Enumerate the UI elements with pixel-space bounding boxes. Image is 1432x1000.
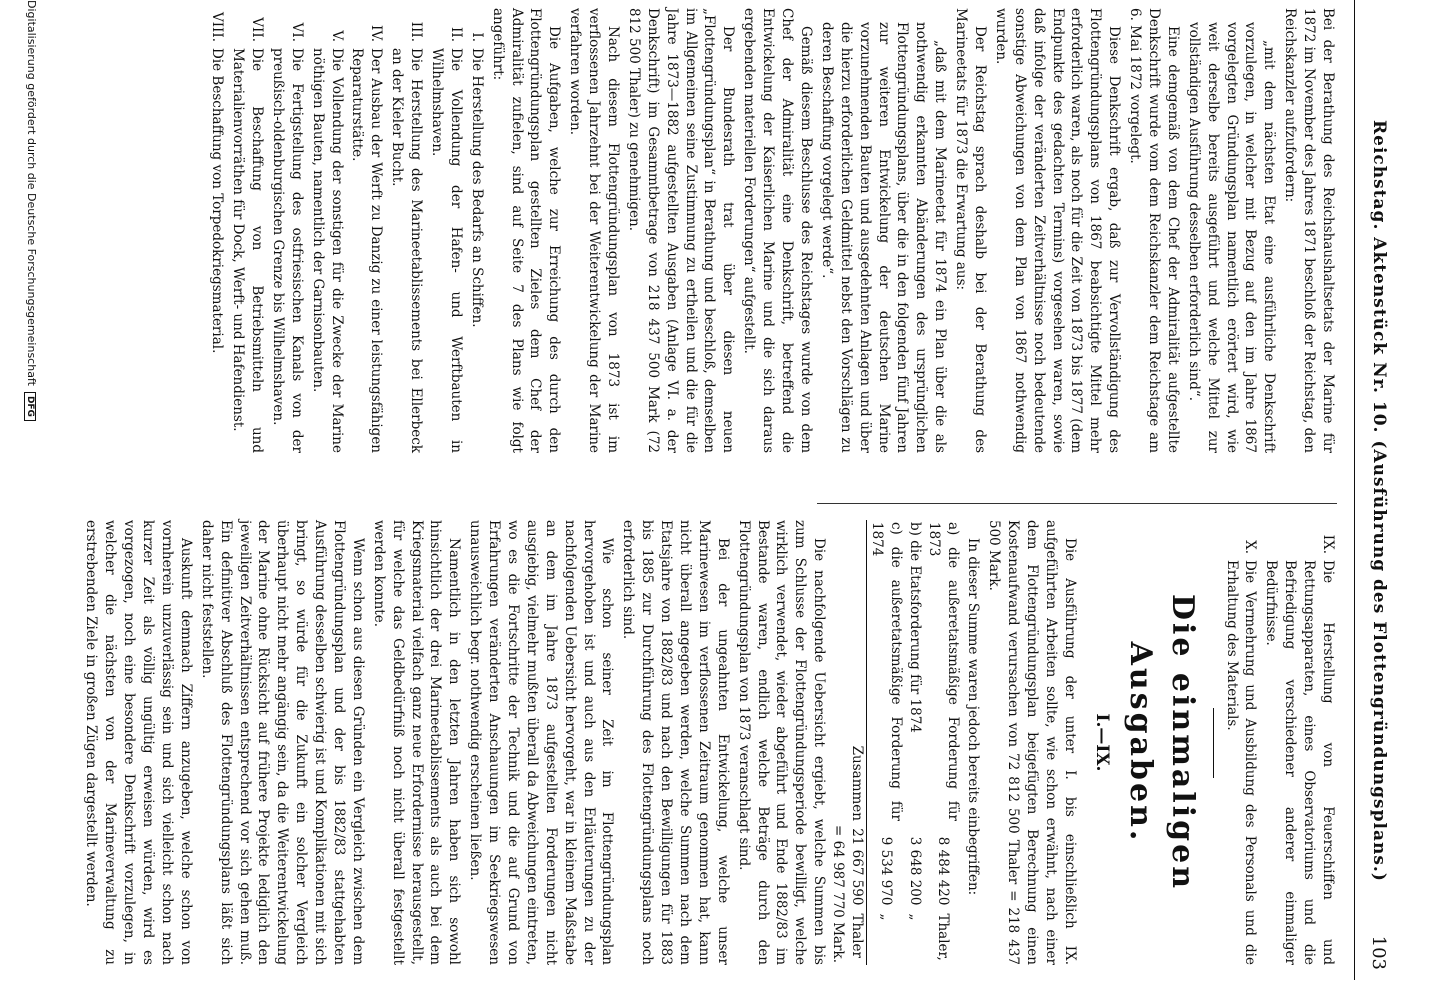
list-item-text: Die Vollendung der Hafen- und Werftbauten in Wilhelmshaven. xyxy=(429,48,464,453)
list-item-number: IV. xyxy=(368,24,385,42)
page-number: 103 xyxy=(1368,935,1389,970)
sum-unit: „ xyxy=(906,913,923,921)
list-item-number: X. xyxy=(1242,540,1259,554)
list-item-text: Die Fertigstellung des ostfriesischen Kanals von der preußisch-oldenburgischen Grenze bis Wilhelmshaven. xyxy=(269,48,305,453)
list-item-number: I. xyxy=(468,32,485,42)
list-item-text: Die Beschaffung von Torpedokriegsmaterial. xyxy=(209,48,226,354)
list-item xyxy=(268,8,306,453)
list-item-text: Die Vollendung der sonstigen für die Zwecke der Marine nöthigen Bauten, namentlich der Garnisonbauten. xyxy=(309,48,345,453)
list-item-text: Der Ausbau der Werft zu Danzig zu einer leistungsfähigen Reparaturstätte. xyxy=(349,48,385,453)
paragraph: Nach diesem Flottengründungsplan von 1873 ist im verflossenen Jahrzehnt bei der Weiterentwickelung der Marine verfahren worden. xyxy=(567,8,622,453)
sum-unit: Thaler, xyxy=(935,913,952,961)
total-label: Zusammen xyxy=(847,520,866,823)
quotation: „daß mit dem Marineetat für 1874 ein Plan über die als nothwendig erkannten Abänderungen des ursprünglichen Flottengründungsplans, über die in den folgenden fünf Jahren zur weiteren Entwickelung der deutschen Marine vorzunehmenden Bauten und ausgedehnten Anlagen und über die hierzu erforderlichen Geldmittel nebst den Vorschlägen zu deren Beschaffung vorgelegt werde“. xyxy=(818,22,949,453)
list-item-text: Die Beschaffung von Betriebsmitteln und Materialienvorräthen für Dock, Werft- und Hafendienst. xyxy=(230,48,266,453)
table-row xyxy=(867,520,905,965)
right-column xyxy=(80,520,1337,965)
quotation: „mit dem nächsten Etat eine ausführliche Denkschrift vorzulegen, in welcher mit Bezug auf den im Jahre 1867 vorgelegten Gründungsplan namentlich erörtert wird, wie weit derselbe bereits ausgeführt und welche Mittel zur vollständigen Ausführung desselben erforderlich sind“. xyxy=(1185,22,1278,453)
section-subheading: I.—IX. xyxy=(1091,713,1112,772)
list-item xyxy=(308,8,346,453)
list-item-number: VII. xyxy=(249,17,266,42)
paragraph: Der Reichstag sprach deshalb bei der Berathung des Marineetats für 1873 die Erwartung aus: xyxy=(953,8,988,453)
digitization-credit xyxy=(24,0,38,421)
sum-table xyxy=(828,520,961,965)
sum-label: c) die außeretatsmäßige Forderung für 1874 xyxy=(868,522,904,821)
list-item xyxy=(207,8,226,453)
list-item xyxy=(348,8,386,453)
list-item-text: Die Herstellung des Bedarfs an Schiffen. xyxy=(468,48,485,328)
paragraph: Namentlich in den letzten Jahren haben sich sowohl hinsichtlich der drei Marineetablissements als auch bei dem Kriegsmaterial vielfach ganz neue Erfordernisse herausgestellt, für welche das Geldbedürfniß noch nicht überall festgestellt werden konnte. xyxy=(370,520,463,965)
paragraph: Bei der Berathung des Reichshaushaltsetats der Marine für 1872 im November des Jahres 1871 beschloß der Reichstag, den Reichskanzler aufzufordern: xyxy=(1282,8,1336,453)
list-item-text: Die Vermehrung und Ausbildung des Personals und die Erhaltung des Materials. xyxy=(1223,560,1259,965)
paragraph: Die nachfolgende Uebersicht ergiebt, welche Summen bis zum Schlusse der Flottengründungsperiode bewilligt, welche wirklich verwendet, wieder abgeführt und Ende 1882/83 im Bestande waren, endlich welche Beträge durch den Flottengründungsplan von 1873 veranschlagt sind. xyxy=(735,520,828,965)
list-item xyxy=(1222,520,1260,965)
paragraph: In dieser Summe waren jedoch bereits einbegriffen: xyxy=(965,538,982,896)
column-divider xyxy=(817,503,1337,504)
section-divider xyxy=(1213,708,1214,778)
paragraph: Die Aufgaben, welche zur Erreichung des durch den Flottengründungsplan gestellten Zieles dem Chef der Admiralität zufielen, sind auf Seite 7 des Plans wie folgt angeführt: xyxy=(489,8,563,453)
sum-amount: 3 648 200 xyxy=(906,836,923,906)
paragraph: Diese Denkschrift ergab, daß zur Vervollständigung des Flottengründungsplans von 1867 beabsichtigte Mittel mehr erforderlich waren, als noch für die Zeit von 1873 bis 1877 (dem Endpunkte des gedachten Termins) vorgesehen waren, sowie daß infolge der veränderten Zeitverhältnisse noch bedeutende sonstige Abweichungen von dem Plan von 1867 nothwendig wurden. xyxy=(992,8,1123,453)
list-item xyxy=(387,8,425,453)
table-row xyxy=(924,520,962,965)
task-list-continued xyxy=(1222,520,1337,965)
paragraph: Eine demgemäß von dem Chef der Admiralität aufgestellte Denkschrift wurde vom dem Reichskanzler dem Reichstage am 6. Mai 1872 vorgelegt. xyxy=(1127,8,1181,453)
list-item-number: IX. xyxy=(1320,534,1336,554)
paragraph: Der Bundesrath trat über diesen neuen „Flottengründungsplan“ in Berathung und beschloß, demselben im Allgemeinen seine Zustimmung zu ertheilen und die für die Jahre 1873—1882 aufgestellten Ausgaben (Anlage VI. a. der Denkschrift) im Gesammtbetrage von 218 437 500 Mark (72 812 500 Thaler) zu genehmigen. xyxy=(625,8,737,453)
paragraph: Die Ausführung der unter I. bis einschließlich IX. aufgeführten Arbeiten sollte, wie schon erwähnt, nach einer dem Flottengründungsplan beigefügten Berechnung einen Kostenaufwand verursachen von 72 812 500 Thaler = 218 437 500 Mark. xyxy=(986,520,1078,965)
section-heading: Die einmaligen Ausgaben. xyxy=(1122,593,1200,892)
total-mark-row xyxy=(828,520,847,965)
task-list xyxy=(207,8,485,453)
paragraph: Wie schon seiner Zeit im Flottengründungsplan hervorgehoben ist und auch aus den Erläuterungen zu der nachfolgenden Uebersicht hervorgeht, war in kleinem Maßstabe an dem im Jahre 1873 aufgestellten Forderungen nicht ausgiebig, vielmehr mußten überall da Abweichungen eintreten, wo es die Fortschritte der Technik und die auf Grund von Erfahrungen veränderten Anschauungen im Seekriegswesen unausweichlich begr. nothwendig erscheinen ließen. xyxy=(467,520,616,965)
table-row xyxy=(905,520,924,965)
total-unit: Thaler xyxy=(847,907,866,965)
total-row xyxy=(847,520,866,965)
sum-unit: „ xyxy=(878,913,895,921)
dfg-logo-icon: DFG xyxy=(24,392,36,421)
left-column xyxy=(205,8,1337,453)
list-item xyxy=(228,8,266,453)
sum-label: b) die Etatsforderung für 1874 xyxy=(906,522,923,733)
total-mark: = 64 987 770 Mark. xyxy=(830,825,847,963)
list-item-number: VIII. xyxy=(209,11,226,42)
sum-amount: 9 534 970 xyxy=(878,836,895,906)
paragraph: Gemäß diesem Beschlusse des Reichstages wurde von dem Chef der Admiralität eine Denkschrift, betreffend die Entwickelung der Kaiserlichen Marine und die sich daraus ergebenden materiellen Forderungen“ aufgestellt. xyxy=(741,8,814,453)
list-item-number: VI. xyxy=(288,22,305,42)
sum-amount: 8 484 420 xyxy=(935,836,952,906)
list-item xyxy=(1261,520,1337,965)
paragraph: Bei der ungeahnten Entwickelung, welche unser Marinewesen im verflossenen Zeitraum genommen hat, kann nicht überall angegeben werden, welche Summen nach dem Etatsjahre von 1882/83 und nach den Bewilligungen für 1883 bis 1885 zur Durchführung des Flottengründungsplans noch erforderlich sind. xyxy=(620,520,731,965)
list-item-text: Die Herstellung des Marineetablissements bei Ellerbeck an der Kieler Bucht. xyxy=(389,48,425,453)
paragraph: Auskunft demnach Ziffern anzugeben, welche schon von vornherein unzuverlässig sein und sich vielleicht schon nach kurzer Zeit als völlig ungültig erweisen würden, wird es vorgezogen, noch eine besondere Denkschrift vorzulegen, in welcher die nächsten von der Marineverwaltung zu erstrebenden Ziele in großen Zügen dargestellt werden. xyxy=(83,520,194,965)
list-item-number: III. xyxy=(408,21,425,42)
list-item xyxy=(467,8,486,453)
paragraph: Wenn schon aus diesen Gründen ein Vergleich zwischen dem Flottengründungsplan und der bis 1882/83 stattgehabten Ausführung desselben schwierig ist und Komplikationen mit sich bringt, so würde für die Zukunft ein solcher Vergleich überhaupt nicht mehr angängig sein, da die Weiterentwickelung der Marine ohne Rücksicht auf frühere Projekte lediglich den jeweiligen Zeitverhältnissen entsprechend vor sich gehen muß. Ein definitiver Abschluß des Flottengründungsplans läßt sich daher nicht feststellen. xyxy=(198,520,366,966)
running-head-title: Reichstag. Aktenstück Nr. 10. (Ausführung des Flottengründungsplans.) xyxy=(1369,120,1389,882)
list-item-number: II. xyxy=(447,27,464,42)
sum-label: a) die außeretatsmäßige Forderung für 1873 xyxy=(925,522,961,821)
total-amount: 21 667 590 xyxy=(847,823,866,907)
list-item-number: V. xyxy=(328,30,345,42)
credit-text: Digitalisierung gefördert durch die Deutsche Forschungsgemeinschaft xyxy=(25,0,38,386)
list-item xyxy=(427,8,465,453)
running-head xyxy=(1354,0,1395,980)
list-item-text: Die Herstellung von Feuerschiffen und Rettungsapparaten, eines Observatoriums und die Befriedigung verschiedener anderer einmaliger Bedürfnisse. xyxy=(1263,560,1336,965)
